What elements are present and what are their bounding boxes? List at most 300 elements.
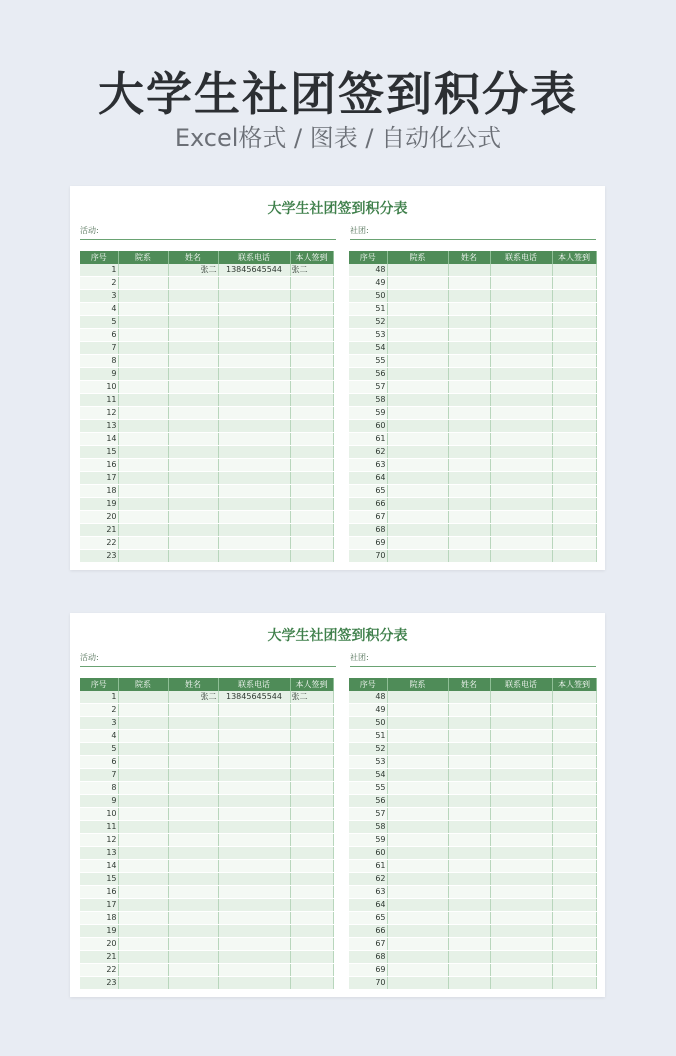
signature-cell[interactable] xyxy=(290,769,333,782)
name-cell[interactable] xyxy=(168,368,218,381)
name-cell[interactable] xyxy=(448,730,490,743)
college-cell[interactable] xyxy=(118,498,168,511)
college-cell[interactable] xyxy=(387,290,448,303)
college-cell[interactable] xyxy=(387,730,448,743)
name-cell[interactable] xyxy=(448,808,490,821)
name-cell[interactable] xyxy=(448,886,490,899)
signature-cell[interactable] xyxy=(552,355,596,368)
college-cell[interactable] xyxy=(118,329,168,342)
college-cell[interactable] xyxy=(118,420,168,433)
college-cell[interactable] xyxy=(387,316,448,329)
college-cell[interactable] xyxy=(387,459,448,472)
phone-cell[interactable] xyxy=(218,303,290,316)
college-cell[interactable] xyxy=(118,264,168,277)
college-cell[interactable] xyxy=(387,264,448,277)
phone-cell[interactable] xyxy=(490,329,552,342)
signature-cell[interactable] xyxy=(552,394,596,407)
college-cell[interactable] xyxy=(118,472,168,485)
phone-cell[interactable] xyxy=(490,303,552,316)
signature-cell[interactable] xyxy=(290,394,333,407)
phone-cell[interactable] xyxy=(218,756,290,769)
signature-cell[interactable] xyxy=(552,899,596,912)
name-cell[interactable] xyxy=(168,951,218,964)
phone-cell[interactable] xyxy=(218,498,290,511)
phone-cell[interactable] xyxy=(218,511,290,524)
signature-cell[interactable] xyxy=(290,821,333,834)
phone-cell[interactable] xyxy=(490,550,552,563)
college-cell[interactable] xyxy=(387,472,448,485)
name-cell[interactable] xyxy=(448,756,490,769)
signature-cell[interactable] xyxy=(552,511,596,524)
college-cell[interactable] xyxy=(387,873,448,886)
signature-cell[interactable] xyxy=(290,834,333,847)
signature-cell[interactable] xyxy=(552,420,596,433)
name-cell[interactable] xyxy=(448,782,490,795)
phone-cell[interactable] xyxy=(490,821,552,834)
signature-cell[interactable] xyxy=(552,964,596,977)
phone-cell[interactable] xyxy=(490,691,552,704)
name-cell[interactable] xyxy=(448,977,490,990)
name-cell[interactable]: 张二 xyxy=(168,264,218,277)
college-cell[interactable] xyxy=(118,730,168,743)
signature-cell[interactable] xyxy=(290,704,333,717)
name-cell[interactable] xyxy=(168,277,218,290)
signature-cell[interactable] xyxy=(290,743,333,756)
name-cell[interactable] xyxy=(448,407,490,420)
signature-cell[interactable] xyxy=(552,977,596,990)
college-cell[interactable] xyxy=(387,433,448,446)
phone-cell[interactable] xyxy=(218,808,290,821)
college-cell[interactable] xyxy=(387,329,448,342)
name-cell[interactable] xyxy=(448,847,490,860)
college-cell[interactable] xyxy=(118,808,168,821)
signature-cell[interactable] xyxy=(552,550,596,563)
college-cell[interactable] xyxy=(118,951,168,964)
name-cell[interactable] xyxy=(448,472,490,485)
phone-cell[interactable] xyxy=(218,316,290,329)
signature-cell[interactable] xyxy=(552,407,596,420)
signature-cell[interactable] xyxy=(552,329,596,342)
name-cell[interactable] xyxy=(168,329,218,342)
signature-cell[interactable] xyxy=(552,303,596,316)
name-cell[interactable] xyxy=(168,290,218,303)
college-cell[interactable] xyxy=(387,691,448,704)
signature-cell[interactable] xyxy=(290,511,333,524)
name-cell[interactable] xyxy=(448,912,490,925)
name-cell[interactable] xyxy=(448,511,490,524)
college-cell[interactable] xyxy=(118,821,168,834)
name-cell[interactable] xyxy=(448,550,490,563)
college-cell[interactable] xyxy=(387,420,448,433)
phone-cell[interactable] xyxy=(218,394,290,407)
signature-cell[interactable] xyxy=(290,873,333,886)
college-cell[interactable] xyxy=(118,407,168,420)
signature-cell[interactable] xyxy=(552,743,596,756)
phone-cell[interactable]: 13845645544 xyxy=(218,691,290,704)
college-cell[interactable] xyxy=(118,899,168,912)
signature-cell[interactable] xyxy=(290,847,333,860)
college-cell[interactable] xyxy=(387,925,448,938)
phone-cell[interactable] xyxy=(490,834,552,847)
college-cell[interactable] xyxy=(387,847,448,860)
signature-cell[interactable] xyxy=(552,873,596,886)
college-cell[interactable] xyxy=(118,873,168,886)
phone-cell[interactable] xyxy=(218,899,290,912)
signature-cell[interactable] xyxy=(552,717,596,730)
phone-cell[interactable] xyxy=(218,912,290,925)
signature-cell[interactable] xyxy=(552,847,596,860)
signature-cell[interactable] xyxy=(552,524,596,537)
college-cell[interactable] xyxy=(118,316,168,329)
college-cell[interactable] xyxy=(387,743,448,756)
name-cell[interactable] xyxy=(448,899,490,912)
phone-cell[interactable] xyxy=(490,498,552,511)
phone-cell[interactable] xyxy=(218,550,290,563)
name-cell[interactable] xyxy=(448,485,490,498)
phone-cell[interactable] xyxy=(490,717,552,730)
college-cell[interactable] xyxy=(387,860,448,873)
signature-cell[interactable] xyxy=(290,730,333,743)
phone-cell[interactable] xyxy=(490,446,552,459)
phone-cell[interactable] xyxy=(218,834,290,847)
signature-cell[interactable] xyxy=(552,938,596,951)
college-cell[interactable] xyxy=(118,977,168,990)
name-cell[interactable] xyxy=(448,873,490,886)
college-cell[interactable] xyxy=(118,912,168,925)
college-cell[interactable] xyxy=(118,355,168,368)
college-cell[interactable] xyxy=(118,433,168,446)
signature-cell[interactable] xyxy=(290,342,333,355)
name-cell[interactable] xyxy=(448,381,490,394)
signature-cell[interactable] xyxy=(552,834,596,847)
college-cell[interactable] xyxy=(118,394,168,407)
name-cell[interactable] xyxy=(168,964,218,977)
phone-cell[interactable] xyxy=(490,899,552,912)
phone-cell[interactable] xyxy=(218,472,290,485)
signature-cell[interactable] xyxy=(552,368,596,381)
name-cell[interactable] xyxy=(168,821,218,834)
phone-cell[interactable] xyxy=(490,316,552,329)
phone-cell[interactable] xyxy=(490,459,552,472)
signature-cell[interactable] xyxy=(552,886,596,899)
signature-cell[interactable] xyxy=(290,368,333,381)
name-cell[interactable] xyxy=(168,420,218,433)
phone-cell[interactable] xyxy=(218,329,290,342)
name-cell[interactable] xyxy=(448,316,490,329)
signature-cell[interactable]: 张二 xyxy=(290,691,333,704)
signature-cell[interactable] xyxy=(290,329,333,342)
phone-cell[interactable] xyxy=(490,977,552,990)
college-cell[interactable] xyxy=(387,550,448,563)
phone-cell[interactable] xyxy=(218,847,290,860)
signature-cell[interactable] xyxy=(552,691,596,704)
phone-cell[interactable] xyxy=(490,704,552,717)
signature-cell[interactable] xyxy=(290,381,333,394)
name-cell[interactable] xyxy=(448,394,490,407)
college-cell[interactable] xyxy=(118,795,168,808)
college-cell[interactable] xyxy=(118,511,168,524)
name-cell[interactable] xyxy=(168,342,218,355)
signature-cell[interactable] xyxy=(552,472,596,485)
college-cell[interactable] xyxy=(118,925,168,938)
name-cell[interactable] xyxy=(448,925,490,938)
phone-cell[interactable] xyxy=(490,511,552,524)
college-cell[interactable] xyxy=(387,717,448,730)
college-cell[interactable] xyxy=(118,756,168,769)
college-cell[interactable] xyxy=(118,446,168,459)
name-cell[interactable] xyxy=(168,381,218,394)
name-cell[interactable] xyxy=(168,498,218,511)
signature-cell[interactable] xyxy=(290,355,333,368)
phone-cell[interactable] xyxy=(218,743,290,756)
signature-cell[interactable] xyxy=(552,498,596,511)
phone-cell[interactable] xyxy=(218,730,290,743)
phone-cell[interactable] xyxy=(490,381,552,394)
name-cell[interactable] xyxy=(168,355,218,368)
college-cell[interactable] xyxy=(118,277,168,290)
name-cell[interactable] xyxy=(168,847,218,860)
phone-cell[interactable] xyxy=(218,381,290,394)
signature-cell[interactable] xyxy=(290,277,333,290)
college-cell[interactable] xyxy=(387,821,448,834)
college-cell[interactable] xyxy=(118,704,168,717)
college-cell[interactable] xyxy=(387,277,448,290)
college-cell[interactable] xyxy=(118,368,168,381)
college-cell[interactable] xyxy=(387,511,448,524)
phone-cell[interactable] xyxy=(490,964,552,977)
signature-cell[interactable] xyxy=(290,717,333,730)
signature-cell[interactable] xyxy=(552,537,596,550)
name-cell[interactable] xyxy=(168,756,218,769)
phone-cell[interactable] xyxy=(218,821,290,834)
signature-cell[interactable] xyxy=(552,821,596,834)
phone-cell[interactable] xyxy=(490,847,552,860)
signature-cell[interactable] xyxy=(290,290,333,303)
phone-cell[interactable] xyxy=(490,938,552,951)
phone-cell[interactable] xyxy=(490,290,552,303)
phone-cell[interactable] xyxy=(490,951,552,964)
phone-cell[interactable] xyxy=(218,717,290,730)
phone-cell[interactable] xyxy=(490,743,552,756)
signature-cell[interactable] xyxy=(290,808,333,821)
name-cell[interactable] xyxy=(448,704,490,717)
signature-cell[interactable] xyxy=(552,381,596,394)
name-cell[interactable] xyxy=(448,459,490,472)
college-cell[interactable] xyxy=(387,951,448,964)
college-cell[interactable] xyxy=(118,769,168,782)
phone-cell[interactable] xyxy=(218,342,290,355)
signature-cell[interactable] xyxy=(290,550,333,563)
name-cell[interactable] xyxy=(168,524,218,537)
name-cell[interactable] xyxy=(448,420,490,433)
signature-cell[interactable] xyxy=(552,446,596,459)
signature-cell[interactable] xyxy=(290,782,333,795)
college-cell[interactable] xyxy=(387,808,448,821)
name-cell[interactable] xyxy=(168,795,218,808)
name-cell[interactable] xyxy=(168,899,218,912)
phone-cell[interactable] xyxy=(218,420,290,433)
college-cell[interactable] xyxy=(387,977,448,990)
name-cell[interactable] xyxy=(168,459,218,472)
signature-cell[interactable] xyxy=(290,433,333,446)
phone-cell[interactable] xyxy=(490,925,552,938)
college-cell[interactable] xyxy=(387,795,448,808)
college-cell[interactable] xyxy=(118,847,168,860)
phone-cell[interactable] xyxy=(490,886,552,899)
college-cell[interactable] xyxy=(387,342,448,355)
phone-cell[interactable] xyxy=(490,472,552,485)
name-cell[interactable] xyxy=(168,808,218,821)
phone-cell[interactable] xyxy=(490,342,552,355)
signature-cell[interactable] xyxy=(290,964,333,977)
college-cell[interactable] xyxy=(118,537,168,550)
name-cell[interactable] xyxy=(168,446,218,459)
phone-cell[interactable] xyxy=(490,537,552,550)
name-cell[interactable] xyxy=(448,498,490,511)
college-cell[interactable] xyxy=(118,550,168,563)
phone-cell[interactable] xyxy=(490,795,552,808)
phone-cell[interactable] xyxy=(490,264,552,277)
phone-cell[interactable] xyxy=(490,355,552,368)
name-cell[interactable] xyxy=(168,743,218,756)
signature-cell[interactable] xyxy=(552,264,596,277)
signature-cell[interactable] xyxy=(290,938,333,951)
college-cell[interactable] xyxy=(118,342,168,355)
signature-cell[interactable] xyxy=(552,704,596,717)
college-cell[interactable] xyxy=(387,537,448,550)
signature-cell[interactable] xyxy=(552,795,596,808)
name-cell[interactable] xyxy=(448,537,490,550)
name-cell[interactable] xyxy=(448,290,490,303)
phone-cell[interactable] xyxy=(490,394,552,407)
phone-cell[interactable] xyxy=(490,769,552,782)
signature-cell[interactable] xyxy=(552,769,596,782)
college-cell[interactable] xyxy=(118,938,168,951)
signature-cell[interactable] xyxy=(290,407,333,420)
name-cell[interactable] xyxy=(448,834,490,847)
signature-cell[interactable] xyxy=(290,537,333,550)
name-cell[interactable] xyxy=(168,537,218,550)
name-cell[interactable] xyxy=(168,303,218,316)
phone-cell[interactable] xyxy=(490,524,552,537)
college-cell[interactable] xyxy=(387,834,448,847)
name-cell[interactable] xyxy=(448,717,490,730)
college-cell[interactable] xyxy=(118,691,168,704)
college-cell[interactable] xyxy=(118,860,168,873)
signature-cell[interactable] xyxy=(290,420,333,433)
college-cell[interactable] xyxy=(387,303,448,316)
signature-cell[interactable] xyxy=(290,303,333,316)
phone-cell[interactable] xyxy=(218,860,290,873)
college-cell[interactable] xyxy=(387,964,448,977)
college-cell[interactable] xyxy=(387,498,448,511)
phone-cell[interactable] xyxy=(490,756,552,769)
phone-cell[interactable] xyxy=(218,407,290,420)
name-cell[interactable] xyxy=(168,977,218,990)
college-cell[interactable] xyxy=(118,303,168,316)
name-cell[interactable] xyxy=(448,433,490,446)
name-cell[interactable] xyxy=(448,355,490,368)
name-cell[interactable] xyxy=(448,264,490,277)
signature-cell[interactable] xyxy=(290,795,333,808)
phone-cell[interactable] xyxy=(218,446,290,459)
signature-cell[interactable] xyxy=(290,912,333,925)
signature-cell[interactable] xyxy=(552,808,596,821)
name-cell[interactable] xyxy=(168,407,218,420)
phone-cell[interactable] xyxy=(218,485,290,498)
college-cell[interactable] xyxy=(118,782,168,795)
name-cell[interactable] xyxy=(448,303,490,316)
college-cell[interactable] xyxy=(118,964,168,977)
name-cell[interactable] xyxy=(448,938,490,951)
phone-cell[interactable] xyxy=(218,886,290,899)
college-cell[interactable] xyxy=(387,381,448,394)
signature-cell[interactable] xyxy=(290,446,333,459)
signature-cell[interactable] xyxy=(552,912,596,925)
college-cell[interactable] xyxy=(387,756,448,769)
phone-cell[interactable] xyxy=(490,782,552,795)
signature-cell[interactable]: 张二 xyxy=(290,264,333,277)
name-cell[interactable] xyxy=(168,769,218,782)
college-cell[interactable] xyxy=(118,290,168,303)
college-cell[interactable] xyxy=(387,355,448,368)
signature-cell[interactable] xyxy=(290,860,333,873)
name-cell[interactable] xyxy=(448,769,490,782)
signature-cell[interactable] xyxy=(552,782,596,795)
name-cell[interactable] xyxy=(448,368,490,381)
phone-cell[interactable] xyxy=(218,355,290,368)
signature-cell[interactable] xyxy=(552,342,596,355)
college-cell[interactable] xyxy=(387,938,448,951)
phone-cell[interactable] xyxy=(218,925,290,938)
name-cell[interactable] xyxy=(168,782,218,795)
phone-cell[interactable] xyxy=(218,873,290,886)
phone-cell[interactable] xyxy=(490,277,552,290)
signature-cell[interactable] xyxy=(290,977,333,990)
name-cell[interactable] xyxy=(448,743,490,756)
college-cell[interactable] xyxy=(387,769,448,782)
name-cell[interactable] xyxy=(448,951,490,964)
name-cell[interactable] xyxy=(168,834,218,847)
name-cell[interactable] xyxy=(448,329,490,342)
phone-cell[interactable] xyxy=(490,873,552,886)
phone-cell[interactable] xyxy=(218,290,290,303)
signature-cell[interactable] xyxy=(552,485,596,498)
signature-cell[interactable] xyxy=(552,433,596,446)
name-cell[interactable] xyxy=(448,860,490,873)
signature-cell[interactable] xyxy=(290,459,333,472)
name-cell[interactable] xyxy=(168,938,218,951)
phone-cell[interactable] xyxy=(218,938,290,951)
phone-cell[interactable] xyxy=(218,769,290,782)
college-cell[interactable] xyxy=(118,834,168,847)
signature-cell[interactable] xyxy=(552,951,596,964)
name-cell[interactable] xyxy=(168,886,218,899)
name-cell[interactable] xyxy=(168,316,218,329)
signature-cell[interactable] xyxy=(290,925,333,938)
signature-cell[interactable] xyxy=(290,485,333,498)
college-cell[interactable] xyxy=(387,368,448,381)
phone-cell[interactable] xyxy=(218,782,290,795)
college-cell[interactable] xyxy=(387,912,448,925)
name-cell[interactable] xyxy=(168,873,218,886)
name-cell[interactable] xyxy=(168,925,218,938)
phone-cell[interactable] xyxy=(218,795,290,808)
signature-cell[interactable] xyxy=(552,730,596,743)
name-cell[interactable] xyxy=(448,342,490,355)
college-cell[interactable] xyxy=(387,394,448,407)
signature-cell[interactable] xyxy=(290,524,333,537)
